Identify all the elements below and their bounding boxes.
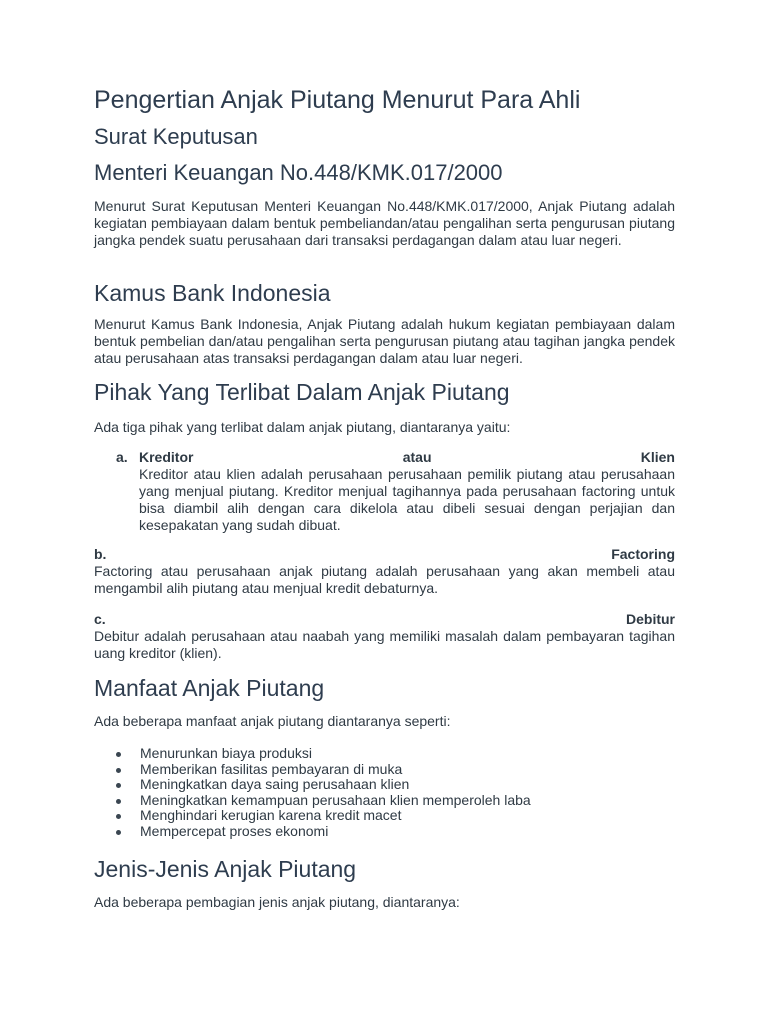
pihak-item-b [94, 546, 675, 597]
item-c-label: Debitur [626, 611, 675, 627]
pihak-intro: Ada tiga pihak yang terlibat dalam anjak piutang, diantaranya yaitu: [94, 419, 511, 435]
item-a-title-word3: Klien [640, 449, 675, 465]
list-item: Meningkatkan kemampuan perusahaan klien memperoleh laba [94, 793, 675, 809]
sk-heading-line2: Menteri Keuangan No.448/KMK.017/2000 [94, 160, 503, 185]
item-a-title [139, 449, 675, 466]
item-a-marker: a. [116, 449, 128, 465]
item-c-title [94, 611, 675, 628]
manfaat-heading: Manfaat Anjak Piutang [94, 675, 325, 701]
item-b-marker: b. [94, 546, 107, 562]
page-title: Pengertian Anjak Piutang Menurut Para Ahli [94, 86, 581, 114]
list-item: Mempercepat proses ekonomi [94, 824, 675, 840]
item-a-text: Kreditor atau klien adalah perusahaan perusahaan pemilik piutang atau perusahaan yang menjual piutang. Kreditor menjual tagihannya pada perusahaan factoring untuk bisa diambil alih dengan cara dikelola atau dibeli sesuai dengan perjajian dan kesepakatan yang sudah dibuat. [139, 466, 675, 533]
item-b-title [94, 546, 675, 563]
manfaat-intro: Ada beberapa manfaat anjak piutang diantaranya seperti: [94, 713, 451, 729]
manfaat-list [94, 746, 675, 839]
jenis-intro: Ada beberapa pembagian jenis anjak piutang, diantaranya: [94, 894, 460, 910]
item-a-title-word2: atau [402, 449, 432, 465]
jenis-heading: Jenis-Jenis Anjak Piutang [94, 856, 357, 882]
item-c-marker: c. [94, 611, 106, 627]
pihak-item-a [116, 449, 675, 534]
pihak-item-c [94, 611, 675, 662]
sk-paragraph: Menurut Surat Keputusan Menteri Keuangan No.448/KMK.017/2000, Anjak Piutang adalah kegiatan pembiayaan dalam bentuk pembeliandan/atau pengalihan serta pengurusan piutang jangka pendek suatu perusahaan dari transaksi perdagangan dalam atau luar negeri. [94, 198, 675, 248]
item-b-label: Factoring [611, 546, 675, 562]
item-c-text: Debitur adalah perusahaan atau naabah yang memiliki masalah dalam pembayaran tagihan uang kreditor (klien). [94, 628, 675, 661]
kamus-heading: Kamus Bank Indonesia [94, 280, 331, 306]
list-item: Meningkatkan daya saing perusahaan klien [94, 777, 675, 793]
pihak-heading: Pihak Yang Terlibat Dalam Anjak Piutang [94, 379, 510, 405]
item-b-text: Factoring atau perusahaan anjak piutang adalah perusahaan yang akan membeli atau mengambil alih piutang atau menjual kredit debaturnya. [94, 563, 675, 596]
kamus-paragraph: Menurut Kamus Bank Indonesia, Anjak Piutang adalah hukum kegiatan pembiayaan dalam bentuk pembelian dan/atau pengalihan serta pengurusan piutang atau tagihan jangka pendek atau perusahaan atas transaksi perdagangan dalam atau luar negeri. [94, 316, 675, 366]
item-a-title-word1: Kreditor [139, 449, 194, 465]
list-item: Memberikan fasilitas pembayaran di muka [94, 762, 675, 778]
sk-heading-line1: Surat Keputusan [94, 124, 258, 149]
list-item: Menurunkan biaya produksi [94, 746, 675, 762]
list-item: Menghindari kerugian karena kredit macet [94, 808, 675, 824]
